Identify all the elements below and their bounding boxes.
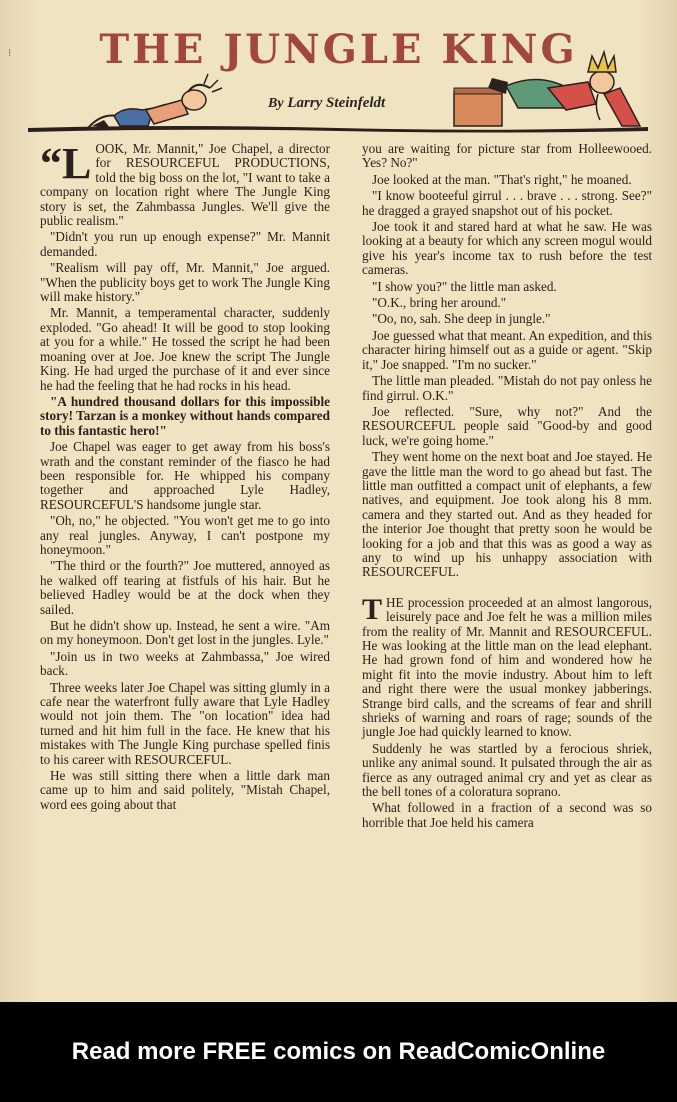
paragraph: "O.K., bring her around." [372, 295, 507, 311]
author-name: Larry Steinfeldt [287, 95, 386, 111]
section-first-paragraph: THE procession proceeded at an almost langorous, leisurely pace and Joe felt he was a million miles from the reality of Mr. Mannit and RESOURCEFUL. He was looking at the little man on the lead elephant. He had grown fond of him and wondered how he might fit into the movie industry. About him to left and right there were the usual monkey jabberings. Strange bird calls, and the screams of fear and shrill shrieks of warning and roars of rage; sounds of the jungle Joe had quickly learned to know. [362, 592, 652, 740]
paragraph: But he didn't show up. Instead, he sent a wire. "Am on my honeymoon. Don't get lost in the jungles. Lyle." [40, 618, 330, 648]
right-column [362, 142, 652, 832]
promo-banner-text: Read more FREE comics on ReadComicOnline [71, 1038, 606, 1065]
byline-prefix: By [268, 96, 284, 111]
paragraph: you are waiting for picture star from Holleewooed. Yes? No?" [362, 141, 652, 171]
paragraph: "Oo, no, sah. She deep in jungle." [372, 311, 551, 327]
paragraph: "The third or the fourth?" Joe muttered, annoyed as he walked off tearing at fistfuls of his hair. But he believed Hadley would be at the dock when they sailed. [40, 558, 330, 617]
section-break [362, 582, 652, 596]
paragraph: "Didn't you run up enough expense?" Mr. Mannit demanded. [40, 229, 330, 259]
paragraph: "Join us in two weeks at Zahmbassa," Joe wired back. [40, 648, 330, 679]
paragraph: "Oh, no," he objected. "You won't get me to go into any real jungles. Anyway, I can't postpone my honeymoon." [40, 513, 330, 557]
paragraph: Mr. Mannit, a temperamental character, suddenly exploded. "Go ahead! It will be good to stop looking at you for a while." He tossed the script he had been moaning over at Joe. Joe knew the script The Jungle King. He had urged the purchase of it and ever since he had the feeling that he had rocks in his head. [40, 305, 330, 393]
drop-cap: “L [40, 139, 92, 188]
first-paragraph: “L OOK, Mr. Mannit," Joe Chapel, a director for RESOURCEFUL PRODUCTIONS, told the big boss on the lot, "I want to take a company on location right where The Jungle King story is set, the Zahmbassa Jungles. We'll give the public realism." [40, 139, 330, 229]
paragraph: They went home on the next boat and Joe stayed. He gave the little man the word to go ahead but fast. The little man outfitted a compact unit of elephants, a few natives, and equipment. Joe took along his 8 mm. camera and they started out. And as they headed for the interior Joe thought that pretty soon he would be looking for a job and that this was as good a way as any to wind up his unhappy association with RESOURCEFUL. [362, 449, 652, 580]
paragraph: The little man pleaded. "Mistah do not pay onless he find girrul. O.K." [362, 373, 652, 403]
drop-cap: T [362, 592, 383, 626]
promo-banner [0, 1002, 677, 1102]
paragraph: What followed in a fraction of a second was so horrible that Joe held his camera [362, 800, 652, 830]
title-underline [28, 122, 648, 136]
margin-mark: ⁝ [8, 48, 12, 59]
byline [268, 95, 385, 112]
paragraph: Joe looked at the man. "That's right," he moaned. [372, 171, 632, 187]
paragraph: Joe guessed what that meant. An expedition, and this character hiring himself out as a guide or agent. "Skip it," Joe snapped. "I'm no sucker." [362, 327, 652, 372]
paragraph: He was still sitting there when a little dark man came up to him and said politely, "Mistah Chapel, word ees going about that [40, 768, 330, 812]
opening-quote: “ [40, 139, 62, 188]
paragraph: "I show you?" the little man asked. [372, 278, 557, 294]
left-column [40, 139, 330, 814]
paragraph: "I know booteeful girrul . . . brave . . . strong. See?" he dragged a grayed snapshot out of his pocket. [362, 188, 652, 218]
story-title: THE JUNGLE KING [99, 26, 578, 73]
paragraph: "Realism will pay off, Mr. Mannit," Joe argued. "When the publicity boys get to work The Jungle King will make history." [40, 260, 330, 305]
paragraph: Three weeks later Joe Chapel was sitting glumly in a cafe near the waterfront fully aware that Lyle Hadley would not join them. The "on location" idea had turned and hit him full in the face. He knew that his mistakes with The Jungle King purchase spelled finis to his career with RESOURCEFUL. [40, 679, 330, 767]
paragraph: Joe Chapel was eager to get away from his boss's wrath and the constant reminder of the fiasco he had been responsible for. He whipped his company together and approached Lyle Hadley, RESOURCEFUL'S handsome jungle star. [40, 439, 330, 512]
paragraph: Joe took it and stared hard at what he saw. He was looking at a beauty for which any screen mogul would give his year's income tax to rush before the test cameras. [362, 219, 652, 278]
paragraph: "A hundred thousand dollars for this impossible story! Tarzan is a monkey without hands compared to this fantastic hero!" [40, 393, 330, 438]
paragraph: Suddenly he was startled by a ferocious shriek, unlike any animal sound. It pulsated through the air as fierce as any outraged animal cry and yet as clear as the bell tones of a coloratura soprano. [362, 740, 652, 800]
paragraph: Joe reflected. "Sure, why not?" And the RESOURCEFUL people said "Good-by and good luck, we're going home." [362, 403, 652, 448]
reclining-king-illustration [448, 48, 648, 132]
